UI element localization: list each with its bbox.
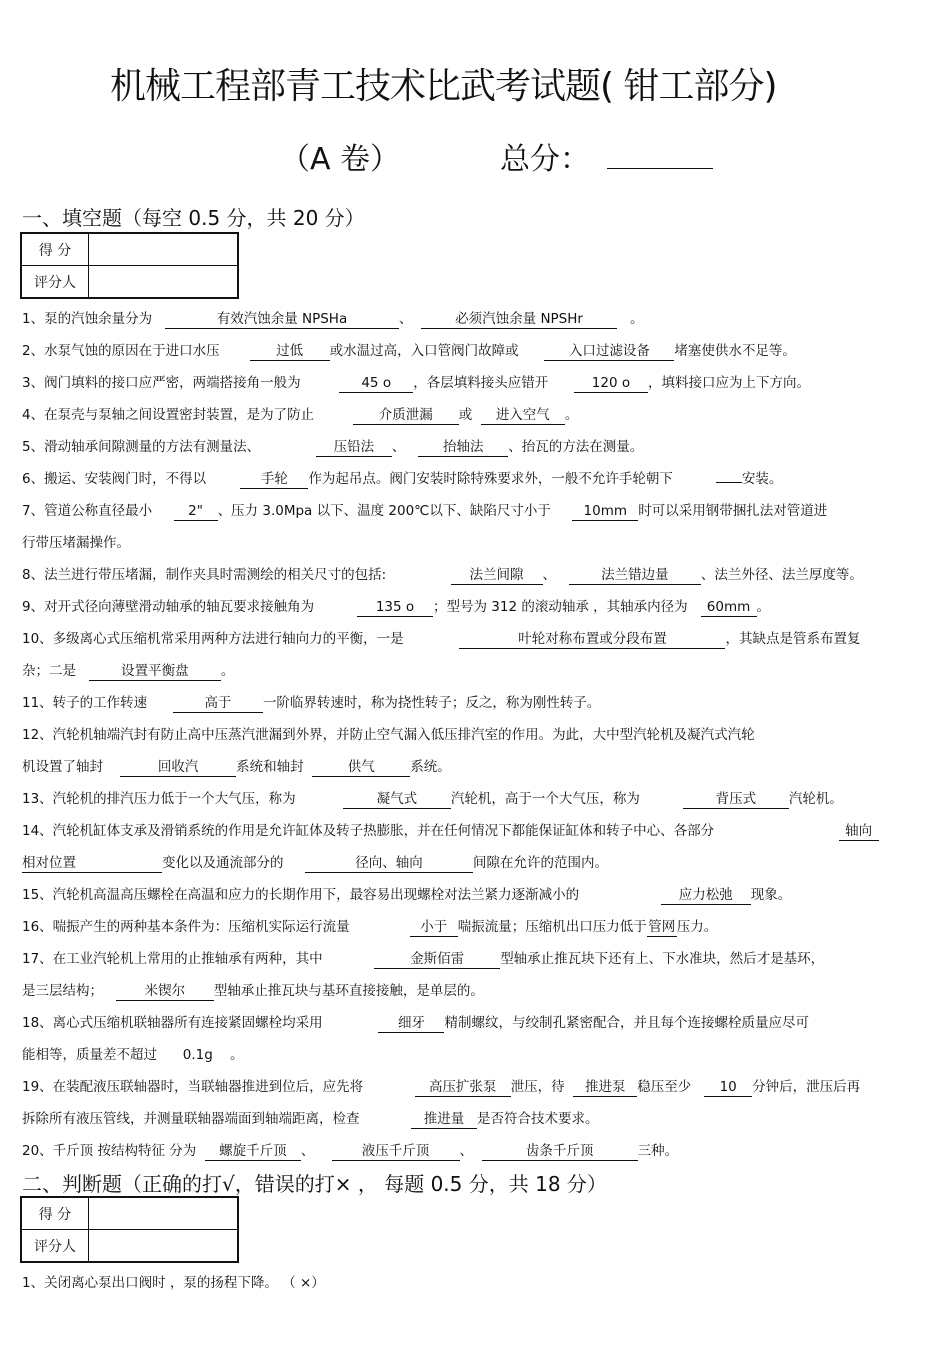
answer-blank: 2" [174,503,218,521]
answer-blank: 相对位置 [22,855,162,873]
answer-blank: 压铅法 [316,439,392,457]
answer-blank: 小于 [410,919,458,937]
section2-score-table [20,1196,239,1263]
question-6: 6、搬运、安装阀门时，不得以 手轮 作为起吊点。阀门安装时除特殊要求外，一般不允许手轮朝下 安装。 [22,471,783,487]
answer-blank: 径向、轴向 [305,855,473,873]
question-12: 12、汽轮机轴端汽封有防止高中压蒸汽泄漏到外界，并防止空气漏入低压排汽室的作用。为此，大中型汽轮机及凝汽式汽轮 [22,727,755,743]
question-19: 19、在装配液压联轴器时，当联轴器推进到位后，应先将 高压扩张泵 泄压，待 推进泵 稳压至少 10 分钟后，泄压后再 [22,1079,861,1095]
question-19-cont: 拆除所有液压管线，并测量联轴器端面到轴端距离，检查 推进量 是否符合技术要求。 [22,1111,599,1127]
question-11: 11、转子的工作转速 高于 一阶临界转速时，称为挠性转子；反之，称为刚性转子。 [22,695,601,711]
question-10-cont: 杂；二是 设置平衡盘 。 [22,663,235,679]
answer-blank: 10mm [572,503,638,521]
question-13: 13、汽轮机的排汽压力低于一个大气压，称为 凝气式 汽轮机，高于一个大气压，称为 背压式 汽轮机。 [22,791,843,807]
answer-blank: 抬轴法 [418,439,508,457]
answer-blank: 推进泵 [573,1079,637,1097]
section1-heading: 一、填空题（每空 0.5 分，共 20 分） [22,206,365,230]
question-18-cont: 能相等，质量差不超过 0.1g 。 [22,1047,244,1063]
answer-blank: 液压千斤顶 [332,1143,460,1161]
answer-blank: 叶轮对称布置或分段布置 [459,631,725,649]
question-17: 17、在工业汽轮机上常用的止推轴承有两种，其中 金斯佰雷 型轴承止推瓦块下还有上、下水准块，然后才是基环， [22,951,825,967]
answer-blank: 推进量 [411,1111,477,1129]
question-9: 9、对开式径向薄壁滑动轴承的轴瓦要求接触角为 135 o ；型号为 312 的滚动轴承 ，其轴承内径为 60mm 。 [22,599,771,615]
answer-blank: 介质泄漏 [353,407,459,425]
answer-blank: 必须汽蚀余量 NPSHr [421,311,617,329]
answer-blank: 应力松弛 [661,887,751,905]
grader-label: 评分人 [21,266,89,299]
section2-heading: 二、判断题（正确的打√，错误的打× ， 每题 0.5 分，共 18 分） [22,1172,607,1196]
score-cell [89,1197,239,1230]
answer-blank: 135 o [357,599,433,617]
answer-blank: 法兰错边量 [569,567,701,585]
answer-blank: 高压扩张泵 [415,1079,511,1097]
answer-blank: 有效汽蚀余量 NPSHa [165,311,399,329]
answer-blank: 螺旋千斤顶 [205,1143,301,1161]
question-20: 20、千斤顶 按结构特征 分为 螺旋千斤顶 、 液压千斤顶 、 齿条千斤顶 三种。 [22,1143,679,1159]
answer-blank: 过低 [250,343,330,361]
answer-blank: 细牙 [378,1015,444,1033]
section1-score-table [20,232,239,299]
total-score-blank [607,168,713,169]
answer-blank: 金斯佰雷 [374,951,500,969]
score-cell [89,233,239,266]
answer-blank: 回收汽 [120,759,236,777]
answer-blank: 10 [704,1079,752,1097]
paper-label: （A 卷） [280,142,401,177]
question-16: 16、喘振产生的两种基本条件为：压缩机实际运行流量 小于 喘振流量；压缩机出口压力低于 管网 压力。 [22,919,718,935]
answer-blank: 45 o [339,375,413,393]
answer-blank: 背压式 [683,791,789,809]
question-14-cont: 相对位置 变化以及通流部分的 径向、轴向 间隙在允许的范围内。 [22,855,608,871]
answer-blank: 入口过滤设备 [544,343,674,361]
question-7-cont: 行带压堵漏操作。 [22,535,130,551]
answer-blank: 轴向 [839,823,879,841]
answer-blank: 齿条千斤顶 [482,1143,638,1161]
answer-blank: 设置平衡盘 [89,663,221,681]
score-label: 得 分 [21,1197,89,1230]
answer-blank: 高于 [173,695,263,713]
exam-title: 机械工程部青工技术比武考试题( 钳工部分) [110,66,777,107]
question-18: 18、离心式压缩机联轴器所有连接紧固螺栓均采用 细牙 精制螺纹，与绞制孔紧密配合，并且每个连接螺栓质量应尽可 [22,1015,809,1031]
question-2: 2、水泵气蚀的原因在于进口水压 过低 或水温过高，入口管阀门故障或 入口过滤设备 堵塞使供水不足等。 [22,343,796,359]
question-8: 8、法兰进行带压堵漏，制作夹具时需测绘的相关尺寸的包括: 法兰间隙 、 法兰错边量 、法兰外径、法兰厚度等。 [22,567,863,583]
answer-blank: 120 o [574,375,648,393]
total-score-label: 总分： [500,142,590,177]
question-5: 5、滑动轴承间隙测量的方法有测量法、 压铅法 、 抬轴法 、抬瓦的方法在测量。 [22,439,644,455]
answer-blank: 米锲尔 [116,983,214,1001]
question-4: 4、在泵壳与泵轴之间设置密封装置，是为了防止 介质泄漏 或 进入空气 。 [22,407,579,423]
question-7: 7、管道公称直径最小 2" 、压力 3.0Mpa 以下、温度 200℃以下、缺陷尺寸小于 10mm 时可以采用钢带捆扎法对管道进 [22,503,828,519]
answer-blank: 供气 [312,759,410,777]
question-12-cont: 机设置了轴封 回收汽 系统和轴封 供气 系统。 [22,759,451,775]
question-1: 1、泵的汽蚀余量分为 有效汽蚀余量 NPSHa 、 必须汽蚀余量 NPSHr 。 [22,311,644,327]
score-label: 得 分 [21,233,89,266]
question-10: 10、多级离心式压缩机常采用两种方法进行轴向力的平衡，一是 叶轮对称布置或分段布置 ，其缺点是管系布置复 [22,631,861,647]
grader-label: 评分人 [21,1230,89,1263]
judgement-question-1: 1、关闭离心泵出口阀时 ，泵的扬程下降。 （ ×） [22,1275,325,1291]
question-14: 14、汽轮机缸体支承及滑销系统的作用是允许缸体及转子热膨胀，并在任何情况下都能保证缸体和转子中心、各部分 轴向 [22,822,879,841]
answer-blank: 手轮 [240,471,308,489]
question-15: 15、汽轮机高温高压螺栓在高温和应力的长期作用下，最容易出现螺栓对法兰紧力逐渐减小的 应力松弛 现象。 [22,887,792,903]
answer-blank: 法兰间隙 [451,567,543,585]
answer-blank: 60mm [701,599,757,617]
answer-blank: 进入空气 [481,407,565,425]
answer-blank [716,482,742,483]
grader-cell [89,266,239,299]
grader-cell [89,1230,239,1263]
question-17-cont: 是三层结构； 米锲尔 型轴承止推瓦块与基环直接接触，是单层的。 [22,983,484,999]
question-3: 3、阀门填料的接口应严密，两端搭接角一般为 45 o ，各层填料接头应错开 120 o ，填料接口应为上下方向。 [22,375,810,391]
answer-blank: 凝气式 [343,791,451,809]
answer-blank: 管网 [648,919,676,935]
